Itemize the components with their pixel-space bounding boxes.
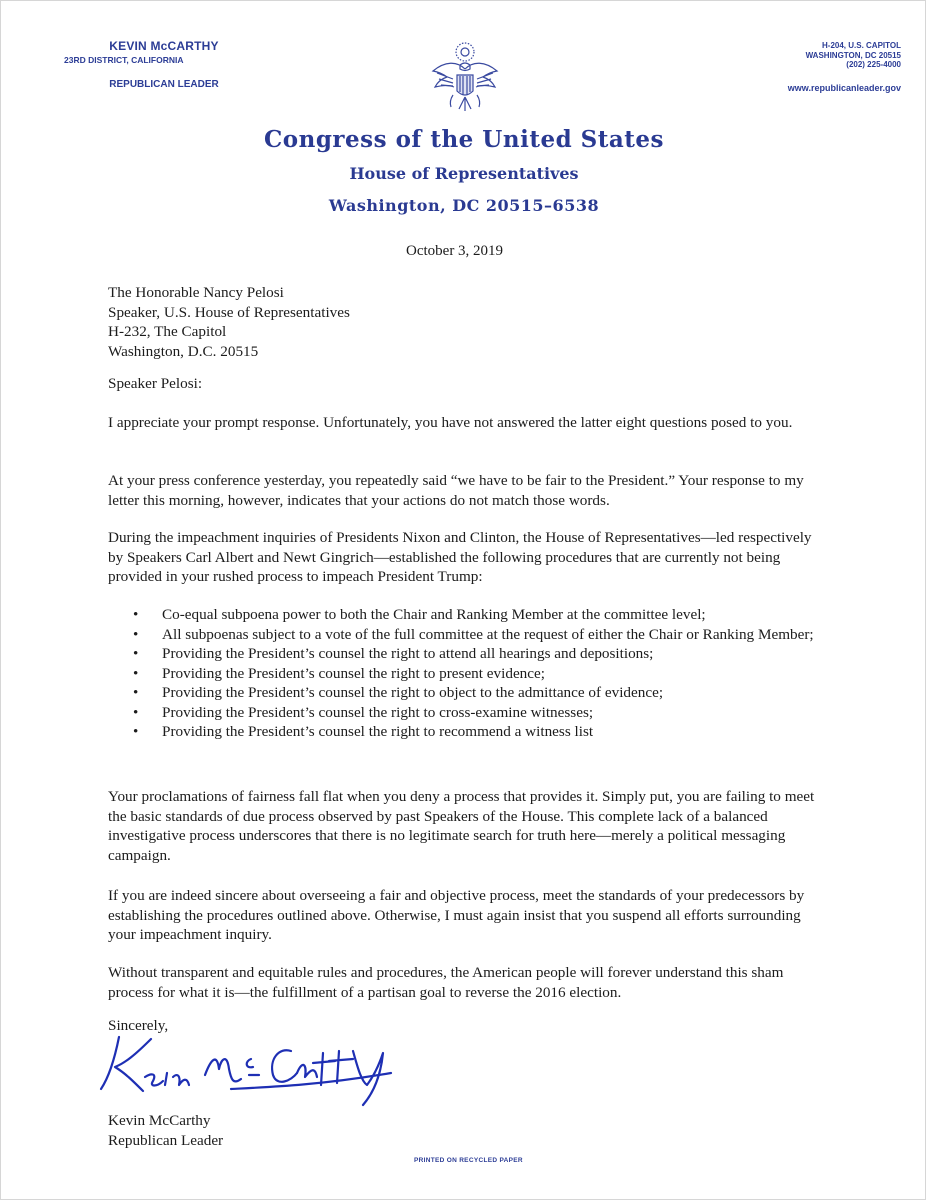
bullet-icon: • bbox=[133, 645, 139, 662]
closing: Sincerely, bbox=[108, 1017, 169, 1034]
paragraph-4: Your proclamations of fairness fall flat when you deny a process that provides it. Simply put, you are failing to meet the basic standards of due process observed by past Speakers of the House. This complete lack of a balanced investigative process underscores that there is no legitimate search for truth here—merely a political messaging campaign. bbox=[108, 788, 815, 864]
bullet-icon: • bbox=[133, 664, 139, 682]
office-address-line: H-204, U.S. CAPITOL bbox=[822, 41, 901, 50]
recipient-line: H-232, The Capitol bbox=[108, 323, 227, 340]
letterhead-location: Washington, DC 20515–6538 bbox=[328, 196, 600, 215]
paragraph-2: At your press conference yesterday, you repeatedly said “we have to be fair to the President.” Your response to my letter this morning, however, indicates that your actions do not match those words. bbox=[108, 472, 804, 509]
list-item: • Co-equal subpoena power to both the Chair and Ranking Member at the committee level; bbox=[133, 606, 706, 623]
signer-title: Republican Leader bbox=[108, 1131, 224, 1149]
office-address-line: WASHINGTON, DC 20515 bbox=[805, 50, 901, 60]
paragraph-6: Without transparent and equitable rules and procedures, the American people will forever understand this sham process for what it is—the fulfillment of a partisan goal to reverse the 2016 election. bbox=[108, 964, 784, 1001]
recycled-paper-notice: PRINTED ON RECYCLED PAPER bbox=[414, 1157, 523, 1164]
letterhead-right bbox=[741, 41, 901, 93]
list-item: • All subpoenas subject to a vote of the full committee at the request of either the Chair or Ranking Member; bbox=[133, 625, 814, 643]
recipient-line: Washington, D.C. 20515 bbox=[108, 342, 259, 360]
great-seal-eagle-icon bbox=[427, 39, 503, 115]
paragraph-3: During the impeachment inquiries of Presidents Nixon and Clinton, the House of Representatives—led respectively by Speakers Carl Albert and Newt Gingrich—established the following procedures that are currently not being provided in your rushed process to impeach President Trump: bbox=[108, 529, 812, 585]
bullet-icon: • bbox=[133, 703, 139, 721]
bullet-icon: • bbox=[133, 606, 139, 623]
office-phone: (202) 225-4000 bbox=[846, 60, 901, 69]
letterhead-district: 23RD DISTRICT, CALIFORNIA bbox=[64, 55, 184, 65]
recipient-line: Speaker, U.S. House of Representatives bbox=[108, 303, 350, 321]
signature-block bbox=[108, 1111, 820, 1150]
list-item: • Providing the President’s counsel the right to cross-examine witnesses; bbox=[133, 703, 594, 721]
signer-name: Kevin McCarthy bbox=[108, 1112, 211, 1129]
list-item: • Providing the President’s counsel the right to attend all hearings and depositions; bbox=[133, 645, 654, 662]
letterhead-name: KEVIN McCARTHY bbox=[109, 39, 219, 53]
letterhead-role: REPUBLICAN LEADER bbox=[109, 79, 219, 90]
list-item: • Providing the President’s counsel the right to recommend a witness list bbox=[133, 723, 594, 740]
procedures-list bbox=[108, 605, 820, 742]
recipient-line: The Honorable Nancy Pelosi bbox=[108, 284, 284, 301]
bullet-icon: • bbox=[133, 684, 139, 701]
letterhead-title: Congress of the United States bbox=[263, 126, 665, 153]
letter-date: October 3, 2019 bbox=[406, 243, 504, 259]
letterhead-left bbox=[54, 39, 274, 90]
paragraph-5: If you are indeed sincere about overseeing a fair and objective process, meet the standards of your predecessors by establishing the procedures outlined above. Otherwise, I must again insist that you suspend all efforts surrounding your impeachment inquiry. bbox=[108, 887, 805, 943]
bullet-icon: • bbox=[133, 625, 139, 643]
list-item: • Providing the President’s counsel the right to present evidence; bbox=[133, 664, 545, 682]
recipient-address bbox=[108, 283, 820, 361]
bullet-icon: • bbox=[133, 723, 139, 740]
list-item: • Providing the President’s counsel the right to object to the admittance of evidence; bbox=[133, 684, 664, 701]
salutation: Speaker Pelosi: bbox=[108, 375, 203, 392]
letterhead-subtitle: House of Representatives bbox=[349, 164, 579, 183]
website-link[interactable]: www.republicanleader.gov bbox=[787, 82, 901, 93]
paragraph-1: I appreciate your prompt response. Unfortunately, you have not answered the latter eight questions posed to you. bbox=[108, 414, 793, 431]
handwritten-signature bbox=[91, 1029, 401, 1109]
